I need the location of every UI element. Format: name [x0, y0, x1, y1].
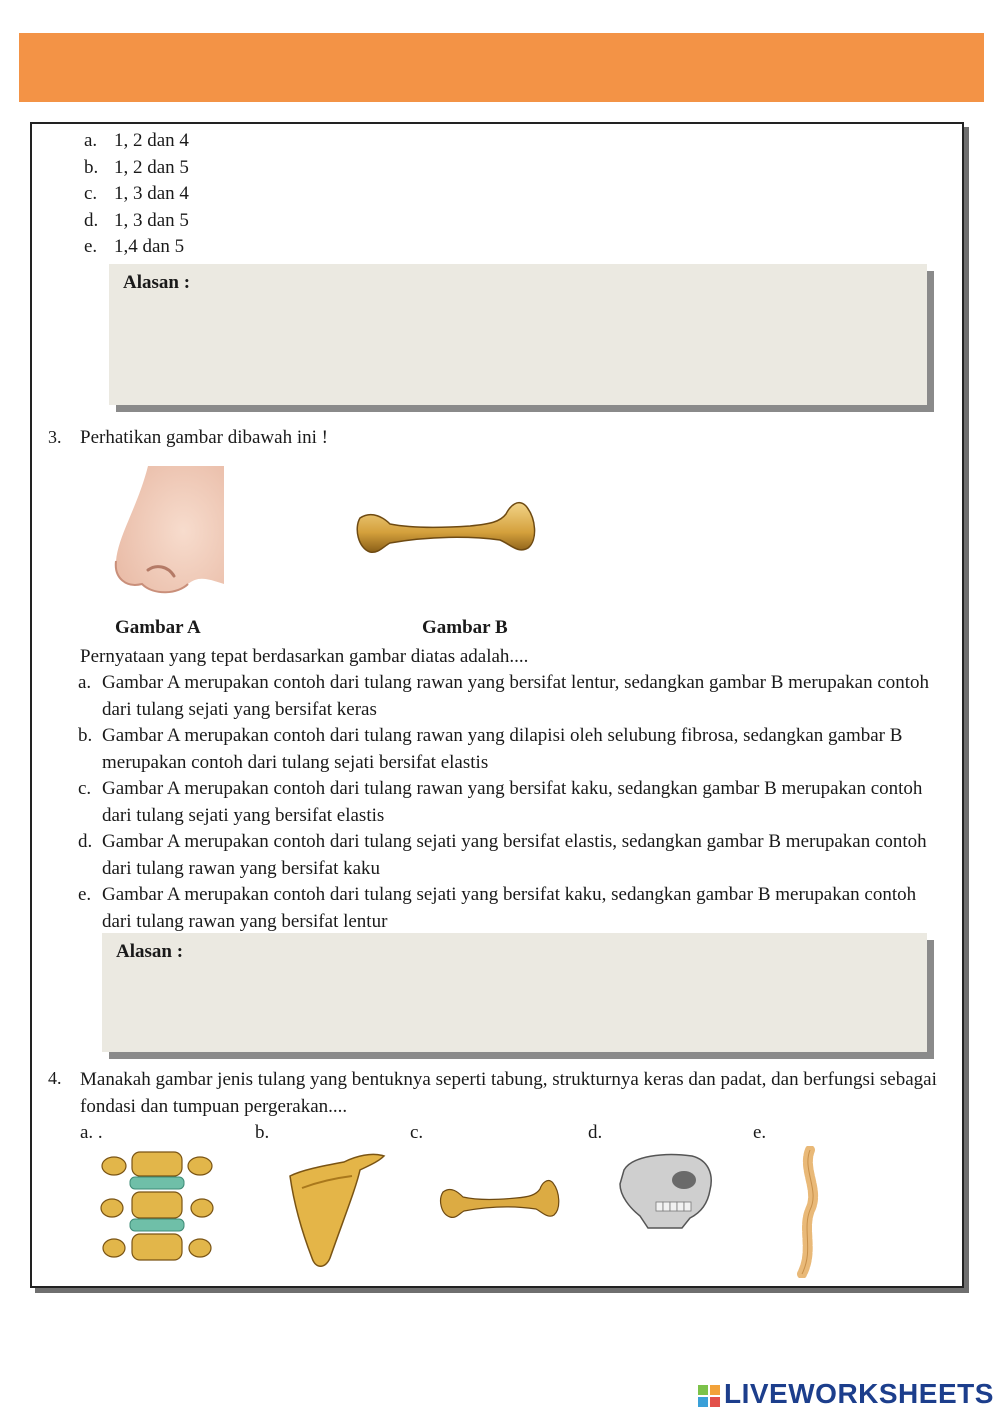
q2-option-a[interactable]: a. 1, 2 dan 4	[84, 130, 189, 151]
q3-option-d[interactable]: d. Gambar A merupakan contoh dari tulang sejati yang bersifat elastis, sedangkan gambar B merupakan contoh dari tulang rawan yang bersifat kaku	[78, 831, 927, 879]
caption-gambar-a: Gambar A	[115, 617, 201, 638]
long-bone-image-c[interactable]	[436, 1170, 562, 1230]
q3-option-c[interactable]: c. Gambar A merupakan contoh dari tulang rawan yang bersifat kaku, sedangkan gambar B merupakan contoh dari tulang sejati yang bersifat elastis	[78, 778, 923, 826]
skull-image[interactable]	[614, 1150, 716, 1232]
q3-alasan-box[interactable]	[102, 933, 927, 1052]
q3-option-a[interactable]: a. Gambar A merupakan contoh dari tulang rawan yang bersifat lentur, sedangkan gambar B merupakan contoh dari tulang sejati yang bersifat keras	[78, 672, 930, 720]
q4-option-c[interactable]: c.	[410, 1122, 424, 1143]
liveworksheets-logo-icon	[698, 1382, 720, 1404]
q4-option-d[interactable]: d.	[588, 1122, 603, 1143]
vertebrae-image[interactable]	[100, 1148, 215, 1266]
q2-option-c[interactable]: c. 1, 3 dan 4	[84, 183, 189, 204]
q3-statement: Pernyataan yang tepat berdasarkan gambar diatas adalah....	[80, 646, 529, 667]
q2-option-b[interactable]: b. 1, 2 dan 5	[84, 157, 189, 178]
q2-alasan-label: Alasan :	[123, 272, 191, 293]
q4-number: 4.	[48, 1068, 62, 1088]
scapula-image[interactable]	[282, 1148, 388, 1272]
q3-prompt: Perhatikan gambar dibawah ini !	[80, 427, 328, 448]
q4-option-e[interactable]: e.	[753, 1122, 767, 1143]
brand-text: LIVEWORKSHEETS	[724, 1378, 994, 1409]
spine-image[interactable]	[780, 1146, 840, 1278]
q4-option-b[interactable]: b.	[255, 1122, 270, 1143]
q3-number: 3.	[48, 427, 62, 447]
q2-option-e[interactable]: e. 1,4 dan 5	[84, 236, 185, 257]
long-bone-image-b	[350, 488, 540, 568]
q3-alasan-label: Alasan :	[116, 941, 184, 962]
q3-option-b[interactable]: b. Gambar A merupakan contoh dari tulang rawan yang dilapisi oleh selubung fibrosa, sedangkan gambar B merupakan contoh dari tulang sejati bersifat elastis	[78, 725, 903, 773]
q2-alasan-box[interactable]	[109, 264, 927, 405]
q4-option-a[interactable]: a. .	[80, 1122, 103, 1143]
q4-prompt: Manakah gambar jenis tulang yang bentuknya seperti tabung, strukturnya keras dan padat, dan berfungsi sebagai fondasi dan tumpuan pergerakan....	[80, 1069, 937, 1117]
q2-option-d[interactable]: d. 1, 3 dan 5	[84, 210, 189, 231]
nose-image	[108, 466, 224, 611]
caption-gambar-b: Gambar B	[422, 617, 508, 638]
header-bar	[19, 33, 984, 102]
q3-option-e[interactable]: e. Gambar A merupakan contoh dari tulang sejati yang bersifat kaku, sedangkan gambar B merupakan contoh dari tulang rawan yang bersifat lentur	[78, 884, 917, 932]
liveworksheets-brand[interactable]	[698, 1378, 994, 1410]
